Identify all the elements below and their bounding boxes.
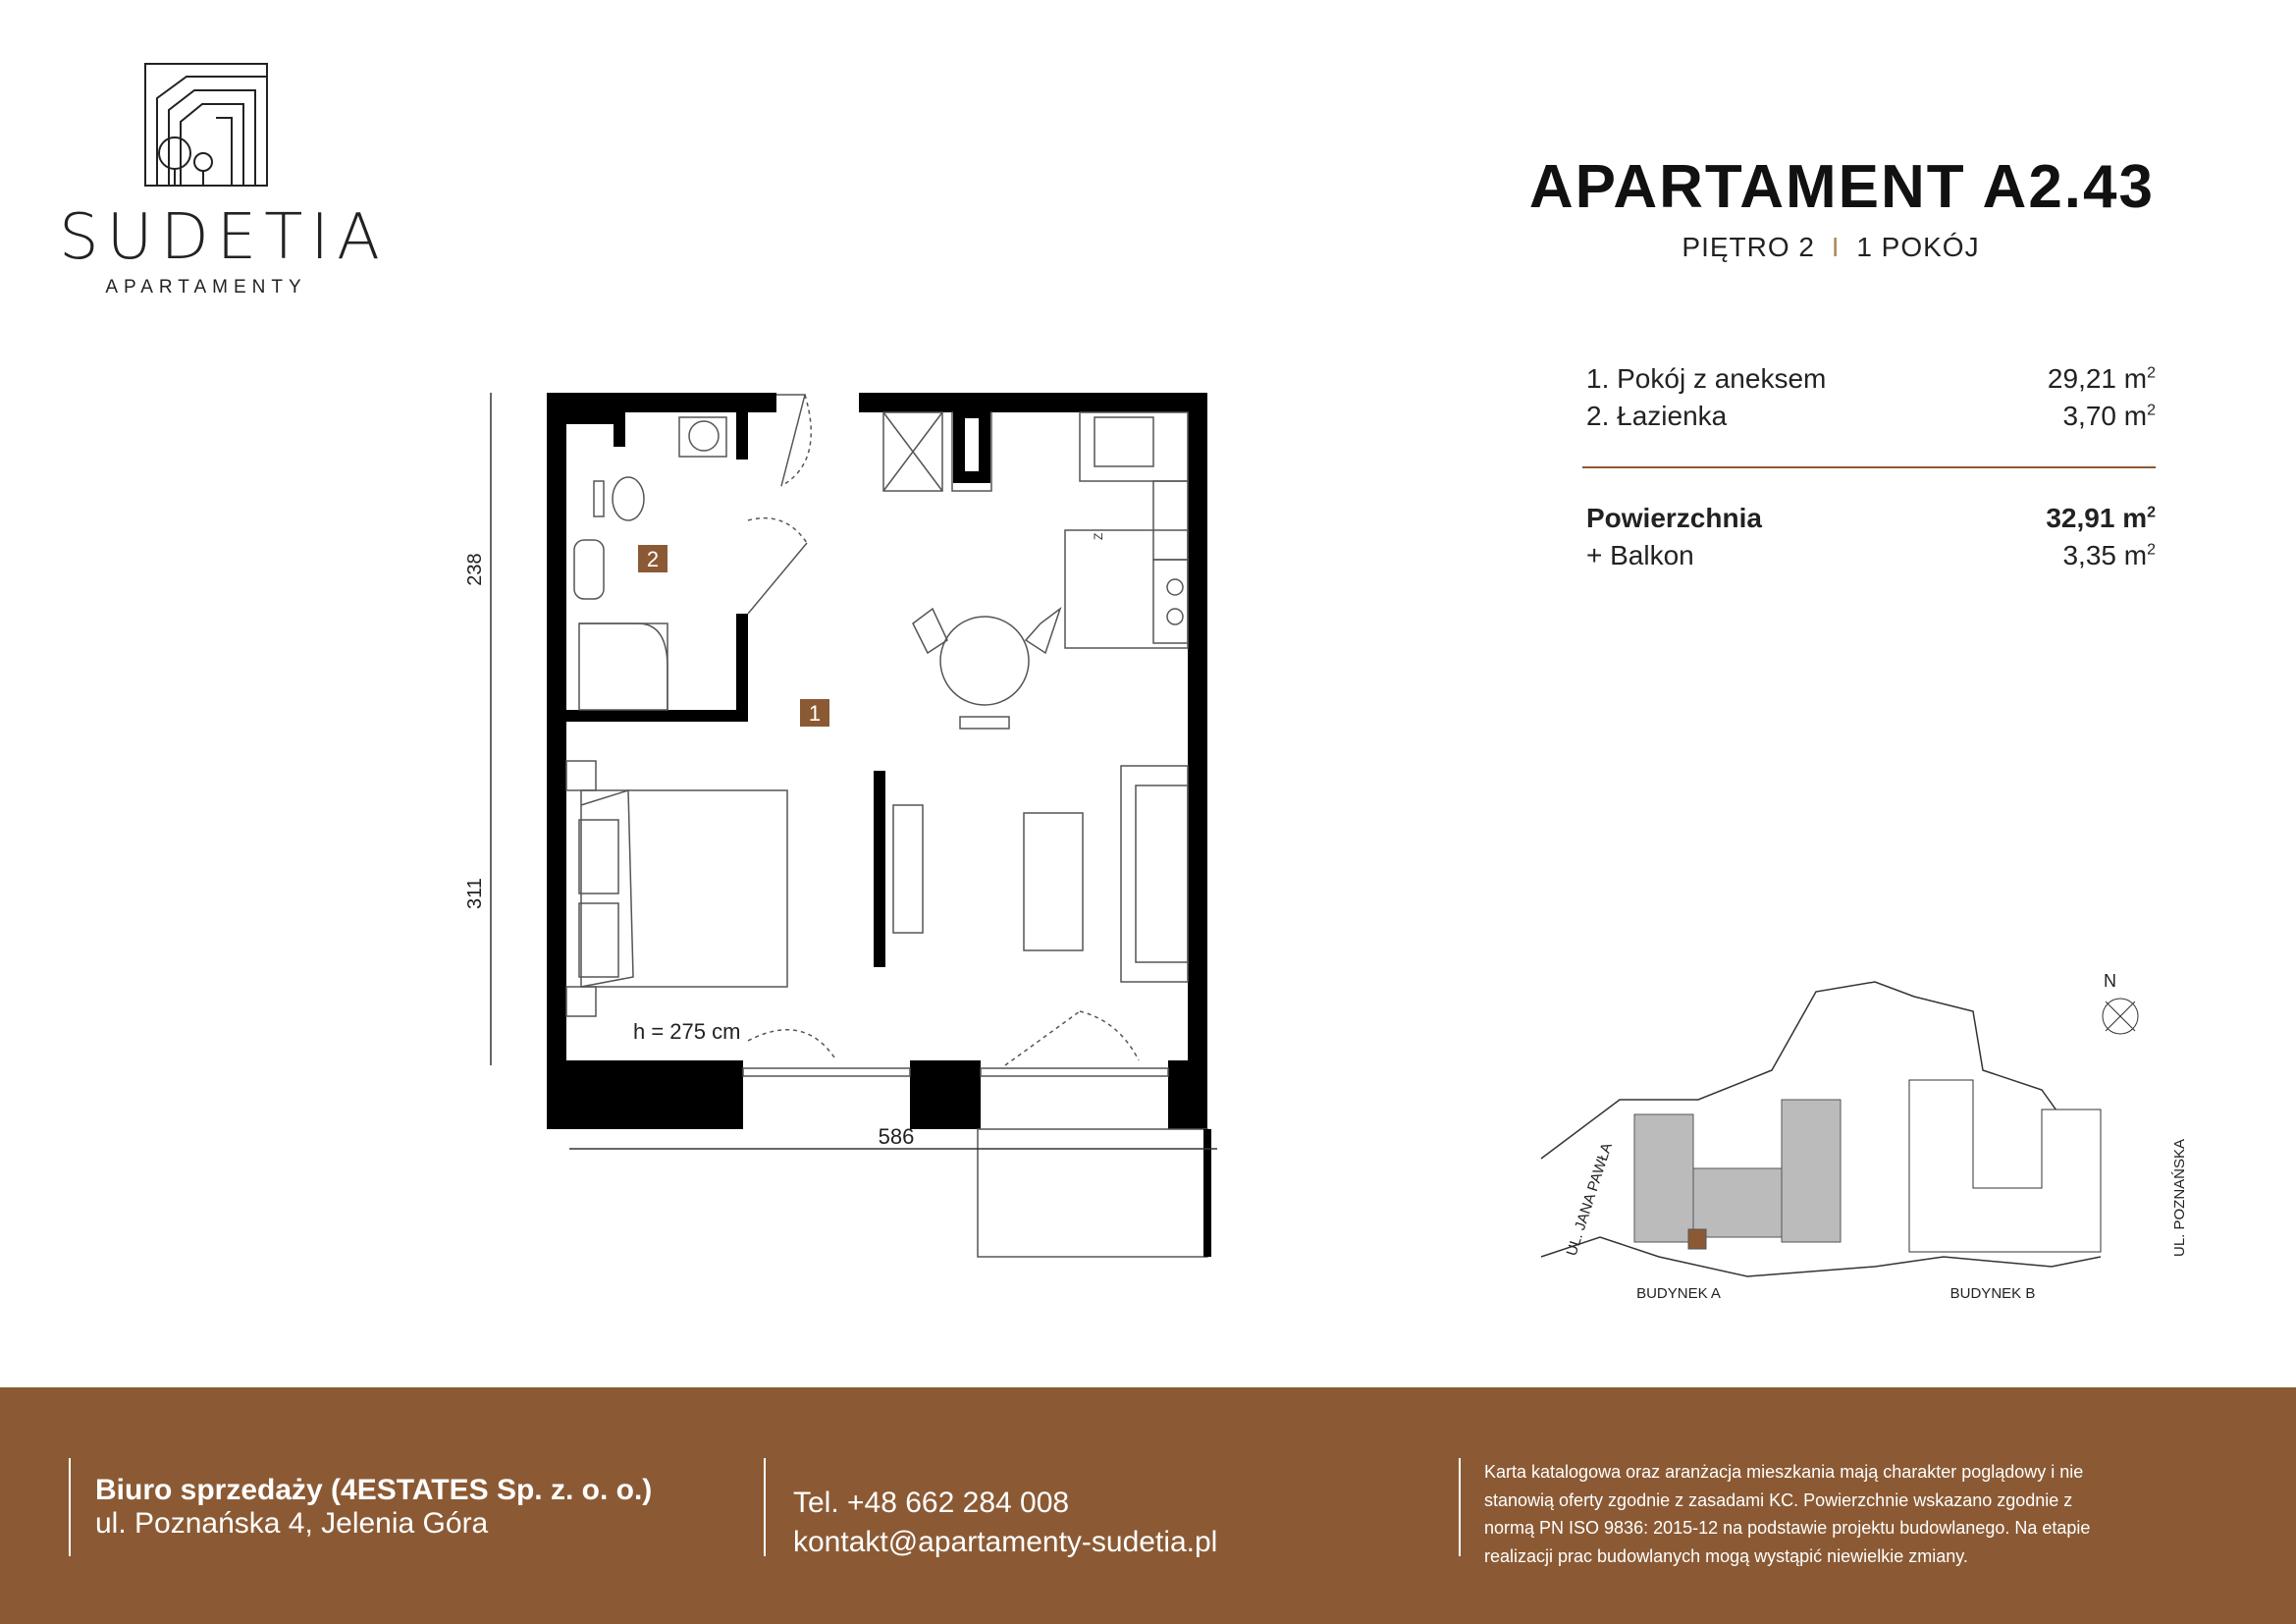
footer-divider	[1459, 1458, 1461, 1556]
area-label: 2. Łazienka	[1586, 401, 1728, 431]
brand-subtitle: APARTAMENTY	[105, 277, 307, 298]
total-area-row	[1586, 503, 2156, 534]
balcony-value: 3,35 $m^2$	[2062, 540, 2156, 570]
ceiling-height-label: h = 275 cm	[633, 1019, 741, 1044]
building-a-label: BUDYNEK A	[1636, 1285, 1721, 1302]
logo-emblem-icon	[59, 59, 353, 201]
dimension-bottom: 311	[464, 878, 486, 909]
brand-logo	[59, 59, 388, 304]
building-b-label: BUDYNEK B	[1949, 1285, 2036, 1302]
contact	[793, 1484, 1217, 1562]
page-subtitle	[1610, 232, 2052, 263]
footer-divider	[69, 1458, 71, 1556]
room-number: 1	[808, 701, 822, 726]
rooms-label: 1 POKÓJ	[1856, 232, 1980, 262]
street-label-left: UL. JANA PAWŁA	[1563, 1140, 1616, 1259]
area-row	[1586, 401, 2156, 432]
footer-divider	[764, 1458, 766, 1556]
disclaimer: Karta katalogowa oraz aranżacja mieszkania mają charakter poglądowy i nie stanowią oferty zgodnie z zasadami KC. Powierzchnie wskazano zgodnie z normą PN ISO 9836: 2015-12 na podstawie projektu budowlanego. Na etapie realizacji prac budowlanych mogą wystąpić niewielkie zmiany.	[1484, 1462, 2091, 1566]
site-plan	[1522, 962, 2228, 1316]
street-label-right: UL. POZNAŃSKA	[2171, 1138, 2188, 1257]
area-row	[1586, 363, 2156, 395]
phone[interactable]: Tel. +48 662 284 008	[793, 1487, 1070, 1519]
brand-name: SUDETIA	[59, 201, 388, 274]
sales-office-title: Biuro sprzedaży (4ESTATES Sp. z. o. o.)	[95, 1474, 653, 1506]
total-label: Powierzchnia	[1586, 503, 1762, 533]
page-title: APARTAMENT A2.43	[1528, 153, 2155, 221]
area-value: 3,70 $m^2$	[2062, 401, 2156, 431]
sales-office-address: ul. Poznańska 4, Jelenia Góra	[95, 1507, 489, 1540]
building-a	[1634, 1100, 1841, 1249]
sales-office	[95, 1474, 652, 1541]
total-value: 32,91 $m^2$	[2046, 503, 2156, 533]
floor-label: PIĘTRO 2	[1682, 232, 1815, 262]
areas-divider	[1582, 466, 2156, 468]
room-number: 2	[646, 547, 660, 571]
area-label: 1. Pokój z aneksem	[1586, 363, 1827, 394]
email-link[interactable]: kontakt@apartamenty-sudetia.pl	[793, 1526, 1218, 1558]
floor-plan	[452, 373, 1335, 1276]
fridge-letter: Z	[1092, 532, 1105, 540]
footer	[0, 1387, 2296, 1624]
balcony-label: + Balkon	[1586, 540, 1694, 570]
dimension-top: 238	[464, 553, 486, 586]
subtitle-separator: I	[1831, 232, 1841, 262]
north-arrow-icon	[2103, 999, 2138, 1034]
building-b	[1909, 1080, 2101, 1252]
balcony-row	[1586, 540, 2156, 571]
area-value: 29,21 $m^2$	[2047, 363, 2156, 394]
dimension-width: 586	[878, 1124, 915, 1149]
north-label: N	[2104, 971, 2116, 991]
